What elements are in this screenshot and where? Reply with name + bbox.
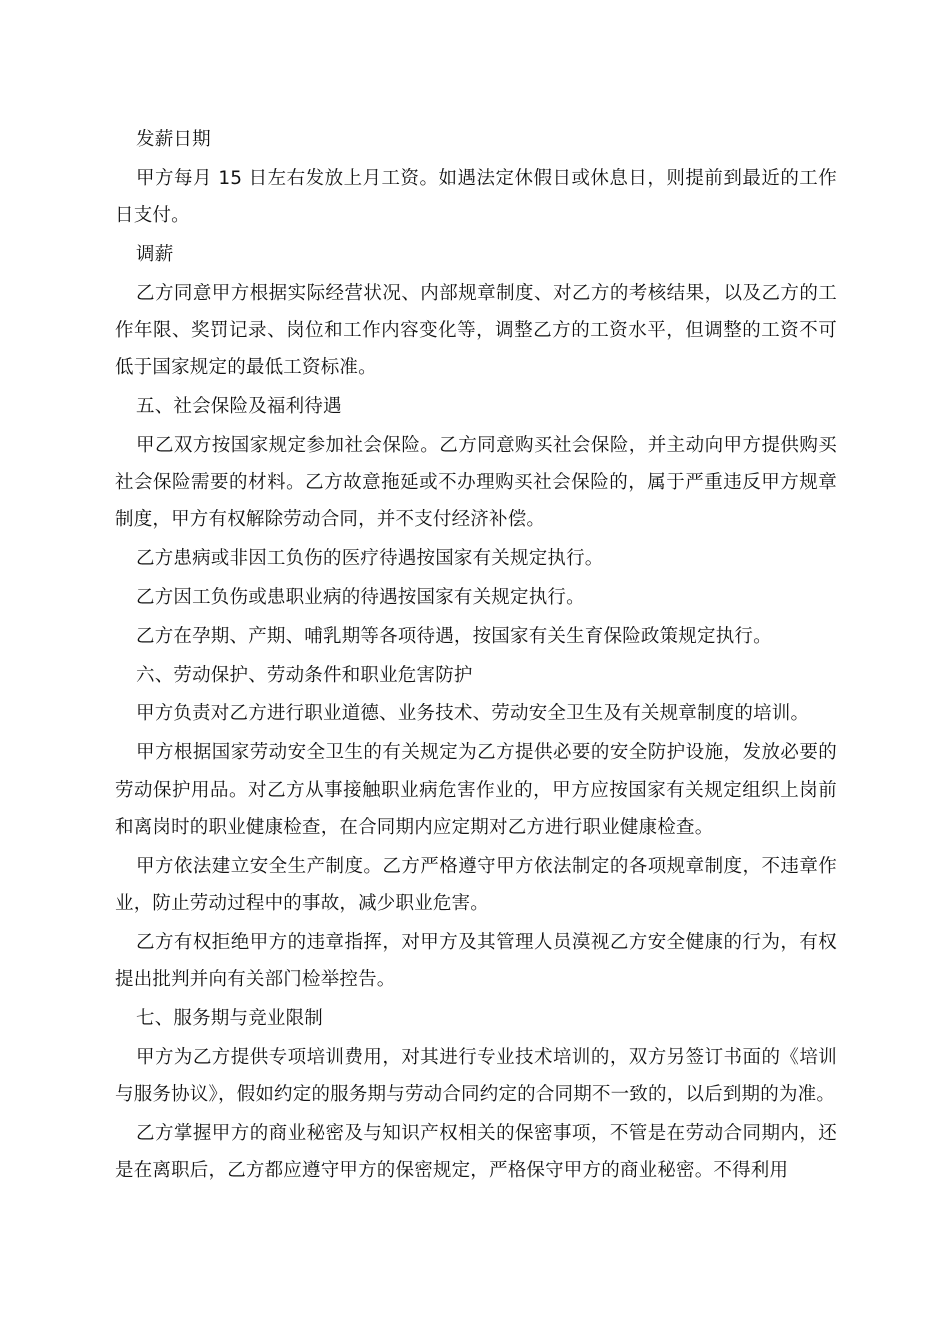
paragraph-refuse-orders: 乙方有权拒绝甲方的违章指挥，对甲方及其管理人员漠视乙方安全健康的行为，有权提出批判并向有关部门检举控告。: [115, 931, 837, 991]
paragraph-safety-facilities: 甲方根据国家劳动安全卫生的有关规定为乙方提供必要的安全防护设施，发放必要的劳动保护用品。对乙方从事接触职业病危害作业的，甲方应按国家有关规定组织上岗前和离岗时的职业健康检查，在合同期内应定期对乙方进行职业健康检查。: [115, 742, 837, 838]
section-heading-salary-adjustment: 调薪: [136, 243, 174, 265]
section-heading-labor-protection: 六、劳动保护、劳动条件和职业危害防护: [136, 664, 473, 686]
paragraph-payday: 甲方每月 15 日左右发放上月工资。如遇法定休假日或休息日，则提前到最近的工作日支付。: [115, 167, 837, 227]
paragraph-salary-adjustment: 乙方同意甲方根据实际经营状况、内部规章制度、对乙方的考核结果，以及乙方的工作年限、奖罚记录、岗位和工作内容变化等，调整乙方的工资水平，但调整的工资不可低于国家规定的最低工资标准。: [115, 282, 837, 379]
section-heading-payday: 发薪日期: [136, 129, 211, 150]
paragraph-training: 甲方负责对乙方进行职业道德、业务技术、劳动安全卫生及有关规章制度的培训。: [136, 703, 810, 725]
paragraph-maternity: 乙方在孕期、产期、哺乳期等各项待遇，按国家有关生育保险政策规定执行。: [136, 625, 772, 647]
paragraph-work-injury: 乙方因工负伤或患职业病的待遇按国家有关规定执行。: [136, 587, 585, 609]
section-heading-service-period: 七、服务期与竞业限制: [136, 1007, 324, 1029]
paragraph-medical-treatment: 乙方患病或非因工负伤的医疗待遇按国家有关规定执行。: [136, 548, 604, 570]
document-body: [115, 121, 837, 1191]
paragraph-safety-system: 甲方依法建立安全生产制度。乙方严格遵守甲方依法制定的各项规章制度，不违章作业，防止劳动过程中的事故，减少职业危害。: [115, 855, 837, 914]
paragraph-social-insurance: 甲乙双方按国家规定参加社会保险。乙方同意购买社会保险，并主动向甲方提供购买社会保险需要的材料。乙方故意拖延或不办理购买社会保险的，属于严重违反甲方规章制度，甲方有权解除劳动合同，并不支付经济补偿。: [115, 434, 837, 531]
section-heading-social-insurance: 五、社会保险及福利待遇: [136, 396, 342, 418]
paragraph-confidentiality: 乙方掌握甲方的商业秘密及与知识产权相关的保密事项，不管是在劳动合同期内，还是在离职后，乙方都应遵守甲方的保密规定，严格保守甲方的商业秘密。不得利用: [115, 1122, 837, 1182]
paragraph-training-agreement: 甲方为乙方提供专项培训费用，对其进行专业技术培训的，双方另签订书面的《培训与服务协议》，假如约定的服务期与劳动合同约定的合同期不一致的，以后到期的为准。: [115, 1046, 837, 1105]
